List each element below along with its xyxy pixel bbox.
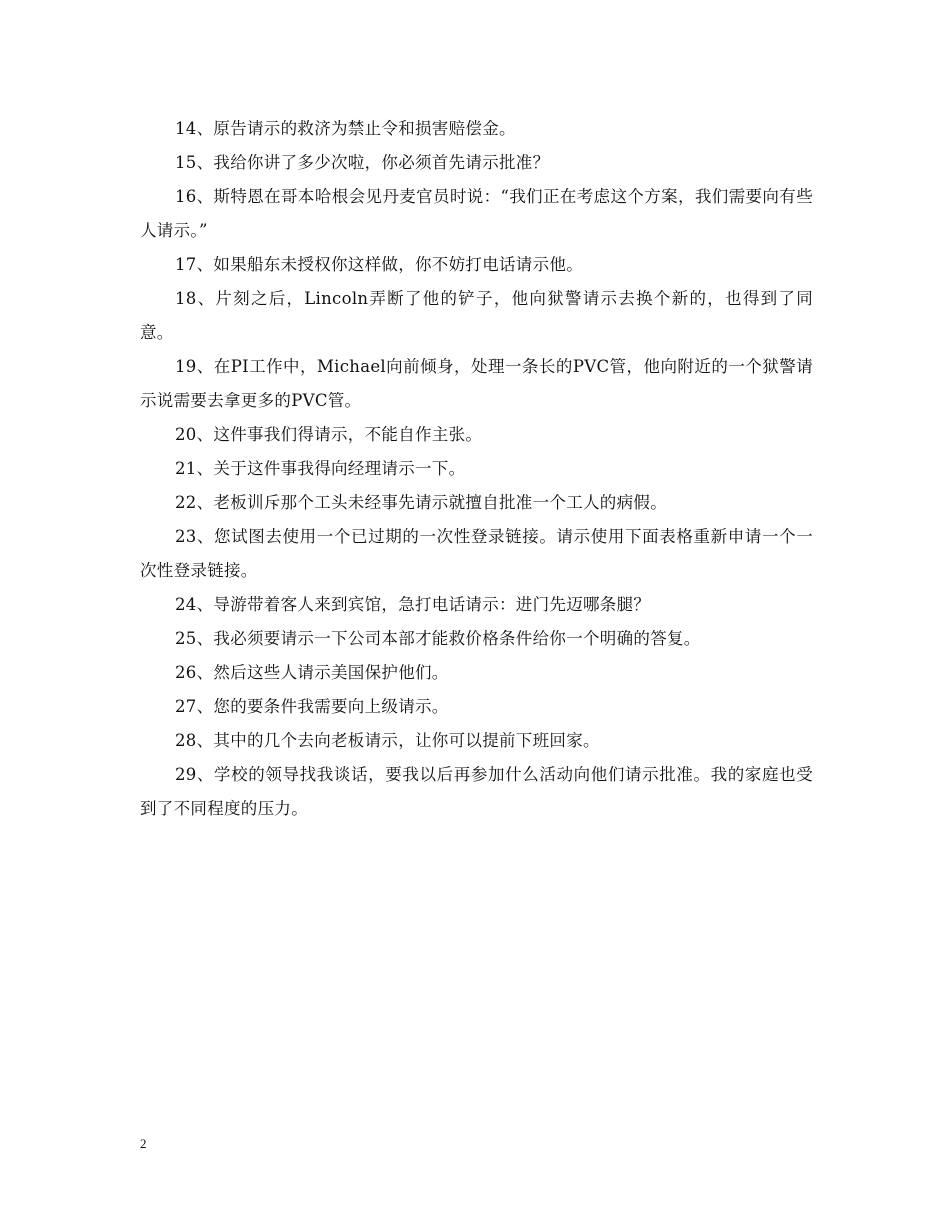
- sentence-paragraph: 26、然后这些人请示美国保护他们。: [175, 663, 449, 682]
- sentence-paragraph: 23、您试图去使用一个已过期的一次性登录链接。请示使用下面表格重新申请一个一次性登录链接。: [140, 527, 813, 580]
- document-body: [140, 112, 813, 826]
- sentence-paragraph: 22、老板训斥那个工头未经事先请示就擅自批准一个工人的病假。: [175, 493, 667, 512]
- sentence-paragraph: 18、片刻之后，Lincoln弄断了他的铲子，他向狱警请示去换个新的，也得到了同意。: [140, 289, 813, 342]
- sentence-paragraph: 27、您的要条件我需要向上级请示。: [175, 697, 449, 716]
- sentence-paragraph: 16、斯特恩在哥本哈根会见丹麦官员时说：“我们正在考虑这个方案，我们需要向有些人请示。”: [140, 187, 813, 240]
- sentence-paragraph: 15、我给你讲了多少次啦，你必须首先请示批准？: [175, 153, 550, 172]
- sentence-paragraph: 20、这件事我们得请示，不能自作主张。: [175, 425, 483, 444]
- sentence-paragraph: 29、学校的领导找我谈话，要我以后再参加什么活动向他们请示批准。我的家庭也受到了不同程度的压力。: [140, 765, 813, 818]
- sentence-paragraph: 17、如果船东未授权你这样做，你不妨打电话请示他。: [175, 255, 583, 274]
- sentence-paragraph: 25、我必须要请示一下公司本部才能救价格条件给你一个明确的答复。: [175, 629, 701, 648]
- sentence-paragraph: 28、其中的几个去向老板请示，让你可以提前下班回家。: [175, 731, 600, 750]
- sentence-paragraph: 19、在PI工作中，Michael向前倾身，处理一条长的PVC管，他向附近的一个狱警请示说需要去拿更多的PVC管。: [140, 357, 813, 410]
- sentence-paragraph: 21、关于这件事我得向经理请示一下。: [175, 459, 466, 478]
- page-number: 2: [140, 1136, 147, 1151]
- sentence-paragraph: 14、原告请示的救济为禁止令和损害赔偿金。: [175, 119, 516, 138]
- sentence-paragraph: 24、导游带着客人来到宾馆，急打电话请示：进门先迈哪条腿？: [175, 595, 651, 614]
